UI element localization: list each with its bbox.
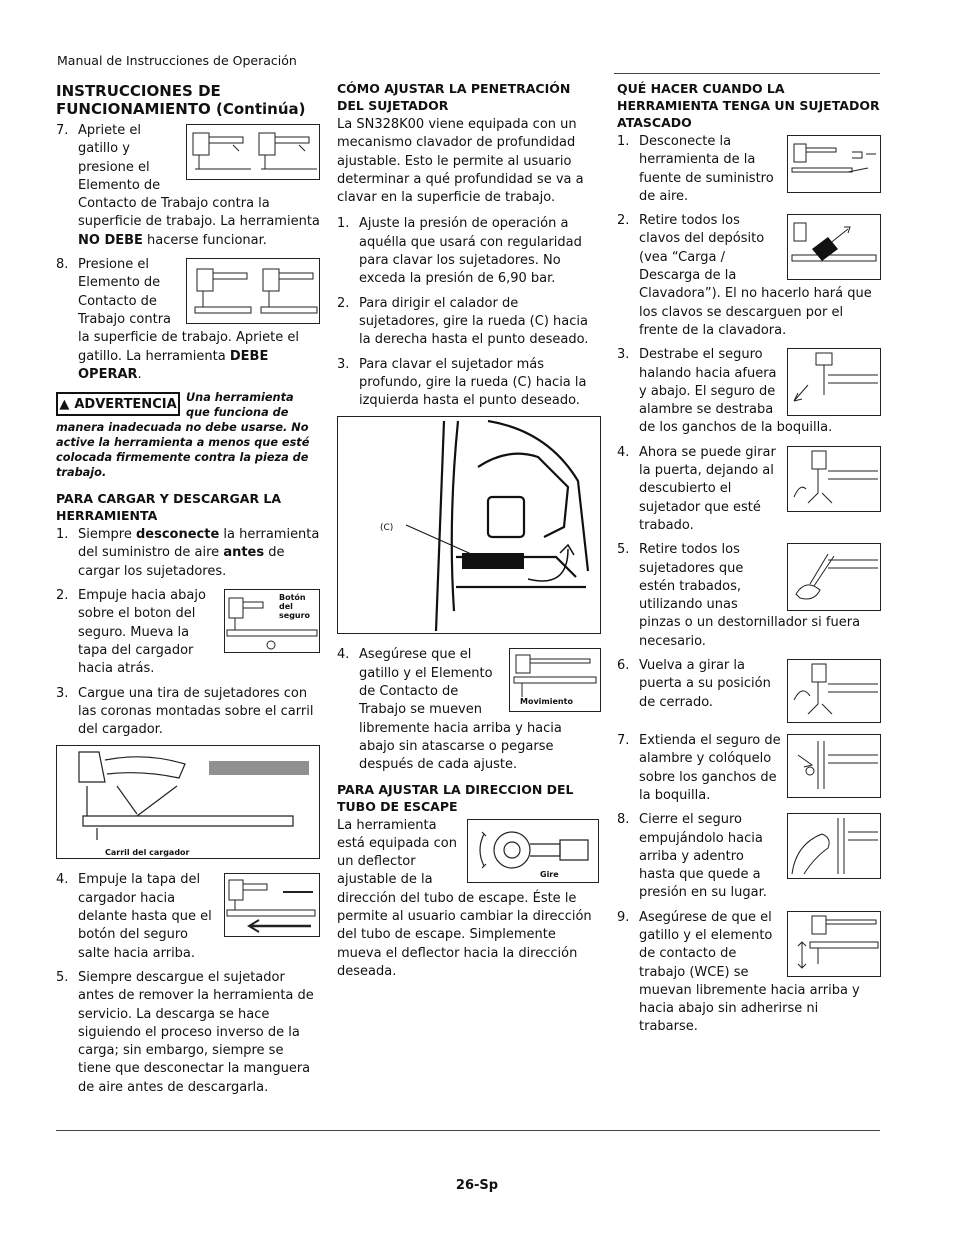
tool-contact-figure <box>186 258 320 324</box>
jam-step-5: 5. Retire todos los sujetadores que estén trabados, utilizando unas pinzas o un destornillador si fuera necesario. <box>617 541 881 651</box>
column-2 <box>337 80 599 989</box>
magazine-rail-figure: Carril del cargador <box>56 745 320 859</box>
section-title: INSTRUCCIONES DE FUNCIONAMIENTO (Continúa) <box>56 82 306 118</box>
depth-heading: CÓMO AJUSTAR LA PENETRACIÓN DEL SUJETADOR <box>337 81 571 113</box>
warning-note: ▲ ADVERTENCIA Una herramienta que funciona de manera inadecuada no debe usarse. No active la herramienta a menos que esté colocada firmemente contra la pieza de trabajo. <box>56 391 310 480</box>
push-magazine-figure <box>224 873 320 937</box>
close-door-figure <box>787 659 881 723</box>
load-step-1: 1. Siempre desconecte la herramienta del suministro de aire antes de cargar los sujetadores. <box>56 527 320 579</box>
jam-step-4: 4. Ahora se puede girar la puerta, dejando al descubierto el sujetador que esté trabado. <box>617 444 881 535</box>
jam-step-8: 8. Cierre el seguro empujándolo hacia arriba y adentro hasta que quede a presión en su lugar. <box>617 811 881 902</box>
jam-step-7: 7. Extienda el seguro de alambre y colóquelo sobre los ganchos de la boquilla. <box>617 732 881 805</box>
column-3 <box>617 80 881 1043</box>
extend-latch-figure <box>787 734 881 798</box>
remove-nails-figure <box>787 214 881 280</box>
load-step-3: 3. Cargue una tira de sujetadores con las coronas montadas sobre el carril del cargador. <box>56 685 314 738</box>
open-door-figure <box>787 446 881 512</box>
depth-wheel-figure: (C) <box>337 416 601 634</box>
jam-step-3: 3. Destrabe el seguro halando hacia afuera y abajo. El seguro de alambre se destraba de los ganchos de la boquilla. <box>617 346 881 437</box>
tool-trigger-figure <box>186 124 320 180</box>
running-head: Manual de Instrucciones de Operación <box>57 53 297 68</box>
jam-step-2: 2. Retire todos los clavos del depósito (vea “Carga / Descarga de la Clavadora”). El no hacerlo hará que los clavos se descarguen por el frente de la clavadora. <box>617 212 881 340</box>
warning-badge: ▲ ADVERTENCIA <box>56 392 180 416</box>
movement-figure: Movimiento <box>509 648 601 712</box>
close-latch-figure <box>787 813 881 879</box>
page-number: 26-Sp <box>455 1178 499 1193</box>
jam-step-9: 9. Asegúrese de que el gatillo y el elemento de contacto de trabajo (WCE) se muevan libremente hacia arriba y hacia abajo sin adherirse ni trabarse. <box>617 909 881 1037</box>
latch-button-figure: Botón del seguro <box>224 589 320 653</box>
bottom-rule <box>56 1130 880 1131</box>
exhaust-heading: PARA AJUSTAR LA DIRECCION DEL TUBO DE ESCAPE <box>337 781 574 814</box>
exhaust-paragraph: Gire La herramienta está equipada con un deflector ajustable de la dirección del tubo de escape. Éste le permite al usuario cambiar la dirección del tubo de escape. Simplemente mueva el deflector hacia la dirección deseada. <box>337 817 599 982</box>
load-step-2: 2. Botón del seguro Empuje hacia abajo sobre el boton del seguro. Mueva la tapa del cargador hacia atrás. <box>56 587 320 678</box>
jam-heading: QUÉ HACER CUANDO LA HERRAMIENTA TENGA UN SUJETADOR ATASCADO <box>617 81 880 130</box>
release-latch-figure <box>787 348 881 416</box>
warning-triangle-icon: ▲ <box>59 396 70 412</box>
top-rule <box>614 73 880 74</box>
depth-step-2: 2. Para dirigir el calador de sujetadores, gire la rueda (C) hacia la derecha hasta el punto deseado. <box>337 295 589 348</box>
step-7: 7. Apriete el gatillo y presione el Elemento de Contacto de Trabajo contra la superficie de trabajo. La herramienta NO DEBE hacerse funcionar. <box>56 123 320 248</box>
column-1 <box>56 80 320 1103</box>
step-8: 8. Presione el Elemento de Contacto de Trabajo contra la superficie de trabajo. Apriete el gatillo. La herramienta DEBE OPERAR. <box>56 256 320 384</box>
load-heading: PARA CARGAR Y DESCARGAR LA HERRAMIENTA <box>56 491 282 524</box>
depth-intro: La SN328K00 viene equipada con un mecanismo clavador de profundidad ajustable. Esto le permite al usuario determinar a qué profundidad se va a clavar en la superficie de trabajo. <box>337 117 584 206</box>
depth-step-3: 3. Para clavar el sujetador más profundo, gire la rueda (C) hacia la izquierda hasta el punto deseado. <box>337 356 587 409</box>
depth-step-1: 1. Ajuste la presión de operación a aquélla que usará con regularidad para clavar los sujetadores. No exceda la presión de 6,90 bar. <box>337 216 582 287</box>
jam-step-1: 1. Desconecte la herramienta de la fuente de suministro de aire. <box>617 133 881 206</box>
depth-step-4: 4. Movimiento Asegúrese que el gatillo y el Elemento de Contacto de Trabajo se mueven libremente hacia arriba y hacia abajo sin atascarse o pegarse después de cada ajuste. <box>337 646 599 774</box>
pliers-figure <box>787 543 881 611</box>
check-trigger-figure <box>787 911 881 977</box>
load-step-5: 5. Siempre descargue el sujetador antes de remover la herramienta de servicio. La descarga se hace siguiendo el proceso inverso de la carga; sin embargo, siempre se tiene que desconectar la manguera de aire antes de descargarla. <box>56 969 314 1095</box>
load-step-4: 4. Empuje la tapa del cargador hacia delante hasta que el botón del seguro salte hacia arriba. <box>56 871 320 962</box>
disconnect-air-figure <box>787 135 881 193</box>
exhaust-deflector-figure: Gire <box>467 819 599 883</box>
jam-step-6: 6. Vuelva a girar la puerta a su posición de cerrado. <box>617 657 881 726</box>
